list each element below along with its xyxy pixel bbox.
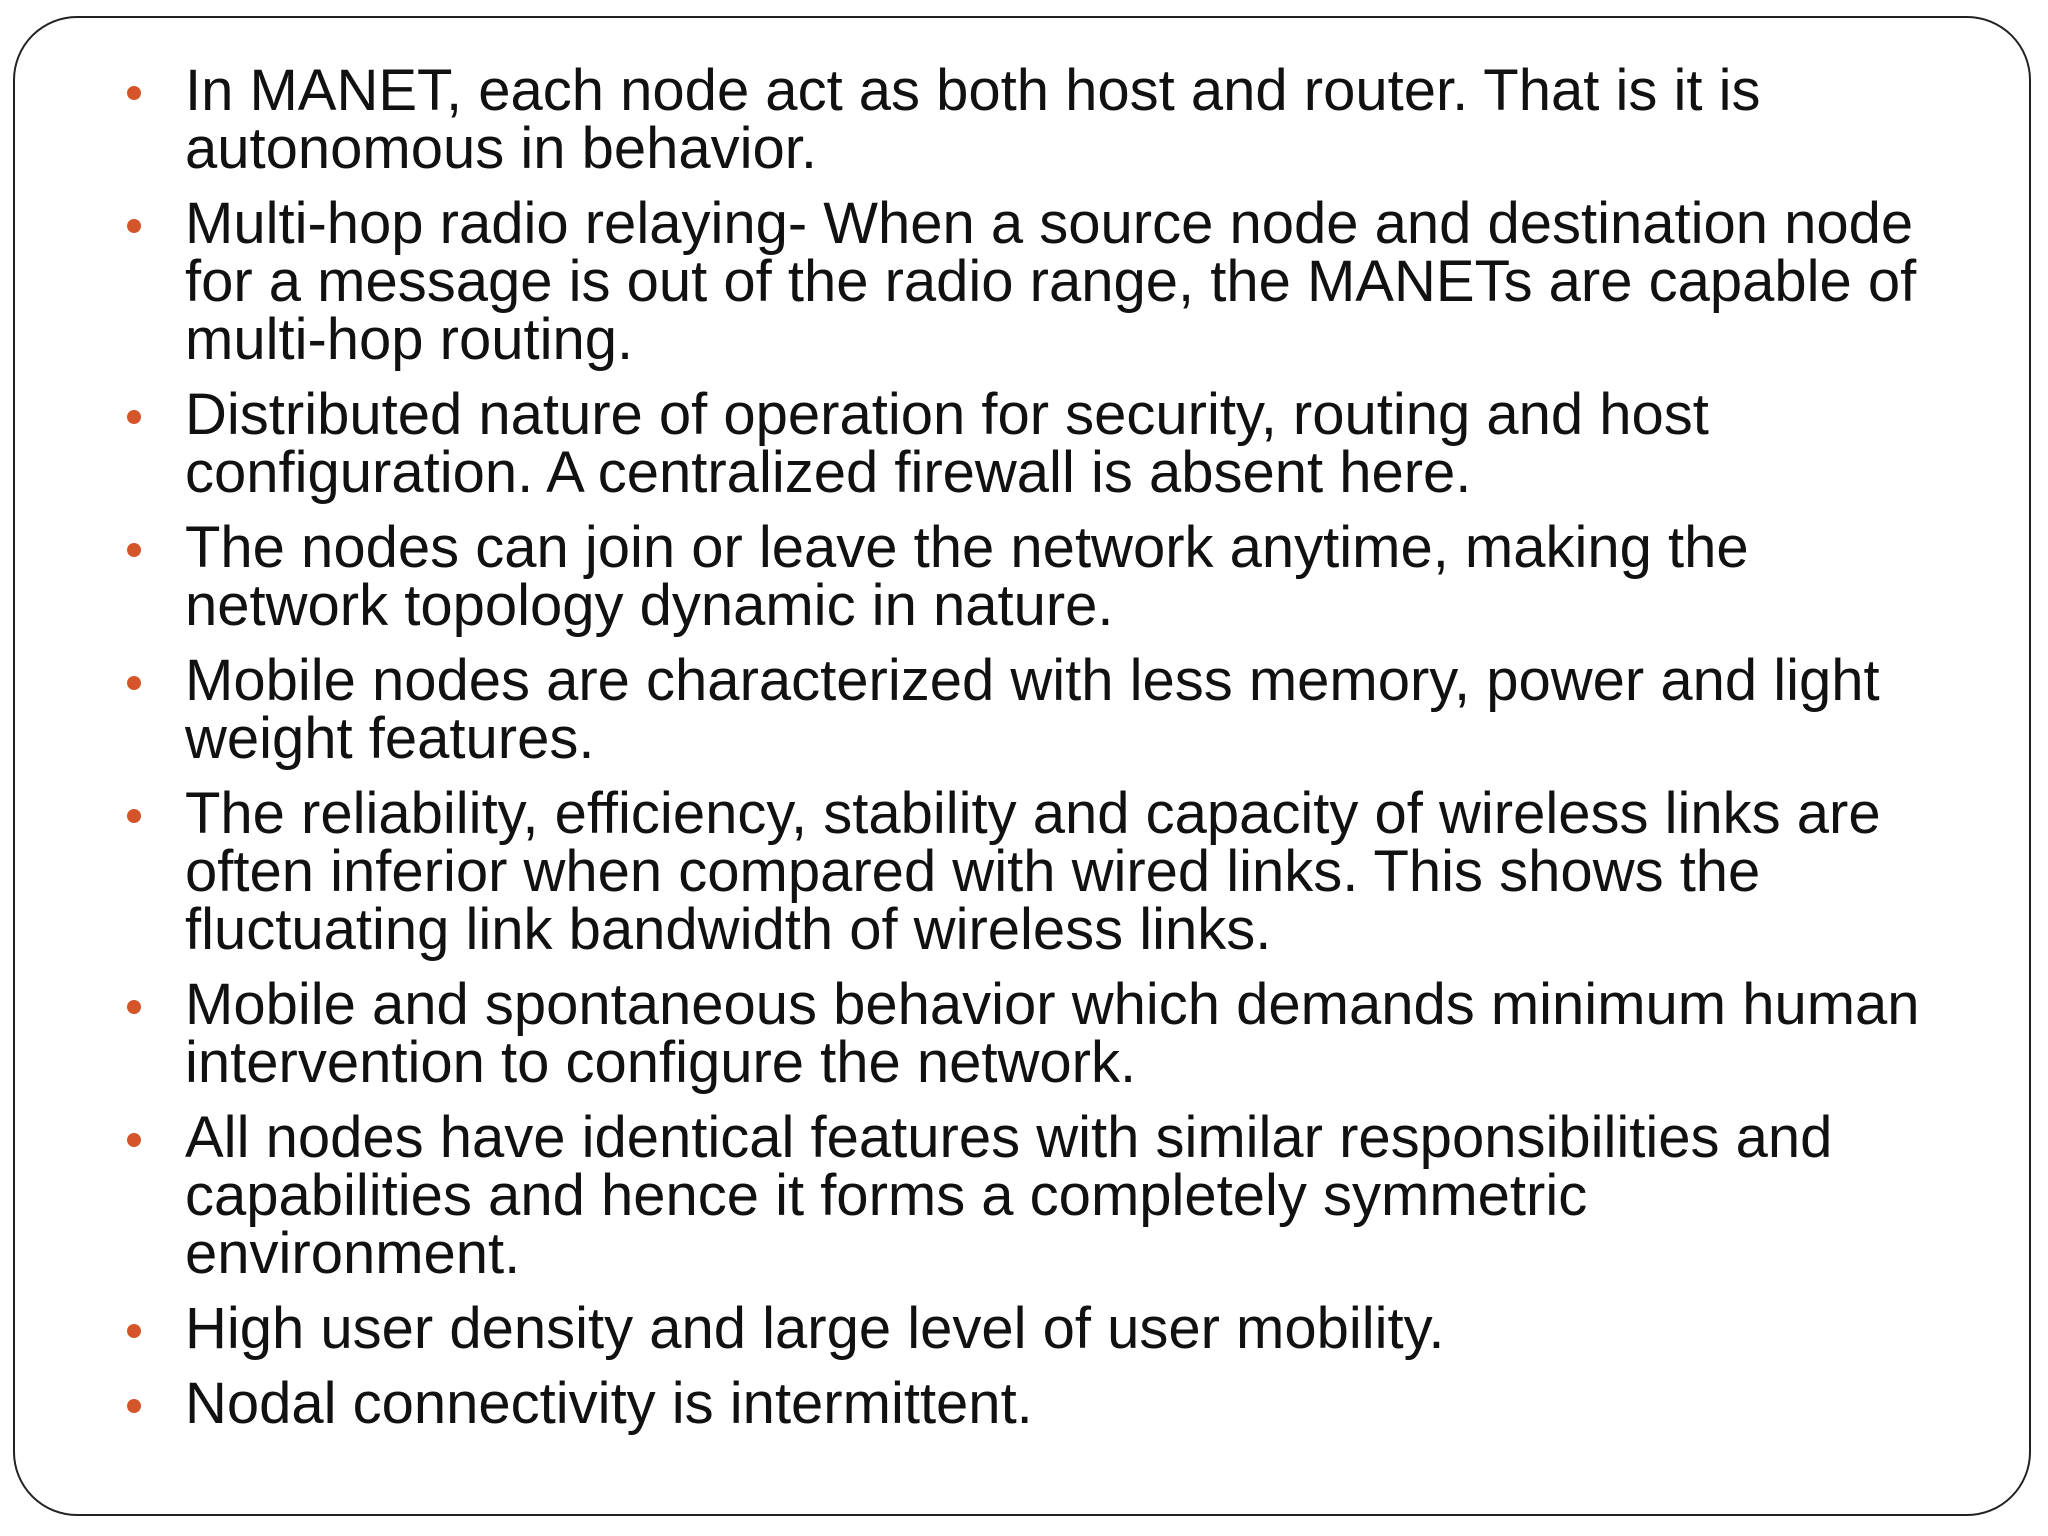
bullet-dot-icon	[127, 809, 141, 823]
list-item	[122, 972, 1922, 1095]
bullet-dot-icon	[127, 1000, 141, 1014]
list-item	[122, 1371, 1922, 1436]
list-item	[122, 58, 1922, 181]
bullet-text: High user density and large level of user mobility.	[185, 1296, 1445, 1361]
bullet-text: Mobile nodes are characterized with less memory, power and light weight features.	[185, 648, 1880, 771]
bullet-dot-icon	[127, 1399, 141, 1413]
list-item	[122, 781, 1922, 962]
bullet-list	[122, 58, 1922, 1450]
bullet-dot-icon	[127, 676, 141, 690]
list-item	[122, 1296, 1922, 1361]
list-item	[122, 515, 1922, 638]
bullet-dot-icon	[127, 1324, 141, 1338]
list-item	[122, 191, 1922, 372]
bullet-text: The reliability, efficiency, stability and capacity of wireless links are often inferior when compared with wired links. This shows the fluctuating link bandwidth of wireless links.	[185, 781, 1881, 962]
list-item	[122, 648, 1922, 771]
bullet-dot-icon	[127, 410, 141, 424]
bullet-text: All nodes have identical features with similar responsibilities and capabilities and hence it forms a completely symmetric environment.	[185, 1105, 1833, 1286]
bullet-text: In MANET, each node act as both host and router. That is it is autonomous in behavior.	[185, 58, 1761, 181]
bullet-text: Multi-hop radio relaying- When a source node and destination node for a message is out of the radio range, the MANETs are capable of multi-hop routing.	[185, 191, 1917, 372]
list-item	[122, 1105, 1922, 1286]
bullet-text: Mobile and spontaneous behavior which demands minimum human intervention to configure the network.	[185, 972, 1920, 1095]
bullet-text: The nodes can join or leave the network anytime, making the network topology dynamic in nature.	[185, 515, 1749, 638]
bullet-text: Nodal connectivity is intermittent.	[185, 1371, 1033, 1436]
bullet-dot-icon	[127, 86, 141, 100]
bullet-text: Distributed nature of operation for security, routing and host configuration. A centralized firewall is absent here.	[185, 382, 1709, 505]
bullet-dot-icon	[127, 219, 141, 233]
bullet-dot-icon	[127, 1133, 141, 1147]
list-item	[122, 382, 1922, 505]
bullet-dot-icon	[127, 543, 141, 557]
